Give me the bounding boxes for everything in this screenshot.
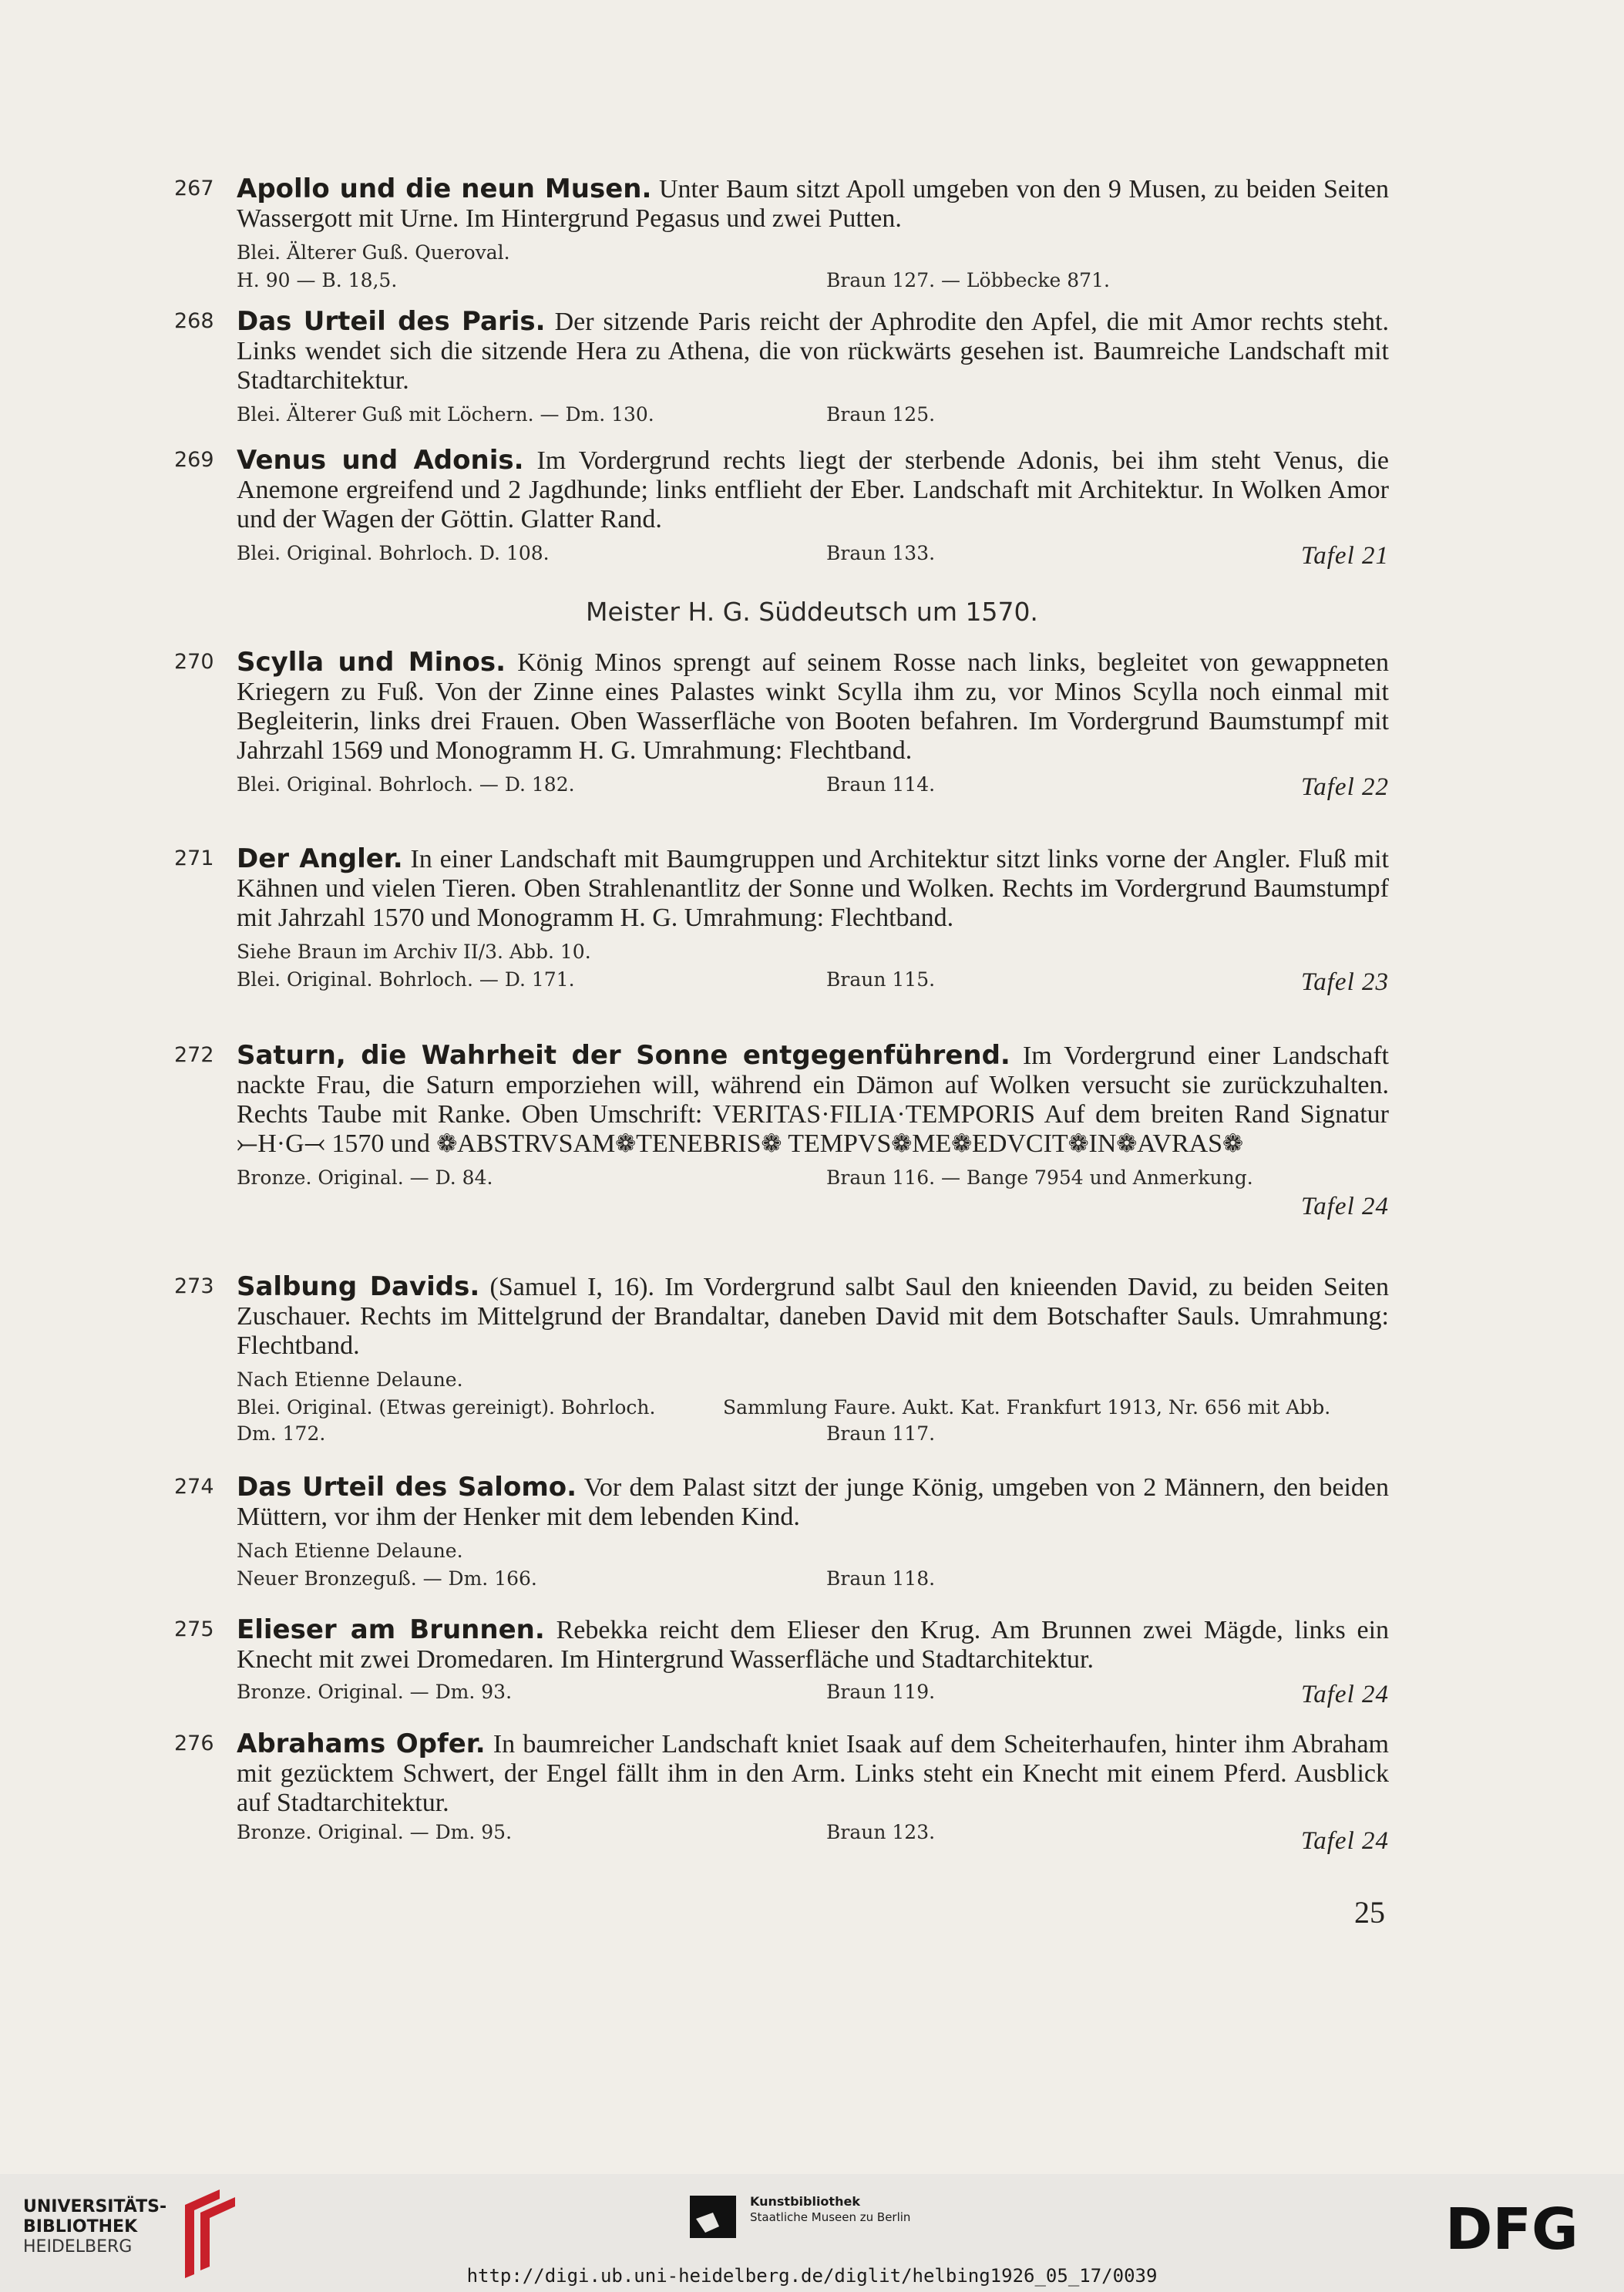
entry-meta-left: Bronze. Original. — D. 84. [237,1166,493,1189]
entry-meta-right: Braun 116. — Bange 7954 und Anmerkung. [826,1166,1253,1189]
plate-reference: Tafel 24 [1300,1193,1389,1220]
entry-meta-right: Braun 115. [826,968,936,991]
entry-meta-right: Braun 125. [826,403,936,426]
entry-description: Unter Baum sitzt Apoll umgeben von den 9 Musen, zu beiden Seiten Wassergott mit Urne. Im Hintergrund Pegasus und zwei Putten. [237,175,1389,233]
kunstbibliothek-logo[interactable] [690,2189,983,2243]
ub-line2: BIBLIOTHEK [23,2217,138,2236]
plate-reference: Tafel 23 [1300,968,1389,996]
entry-meta-right: Braun 127. — Löbbecke 871. [826,269,1110,291]
entry-number: 267 [174,177,214,200]
entry-note: Blei. Älterer Guß. Queroval. [237,241,510,264]
entry-description: Im Vordergrund einer Landschaft nackte Frau, die Saturn emporziehen will, während ein Dämon auf Wolken versucht sie zurückzuhalten. Rechts Taube mit Ranke. Oben Umschrift: VERITAS·FILIA·TEMPORIS Auf dem breiten Rand Signatur ⤚H·G⤙ 1570 und ❁ABSTRVSAM❁TENEBRIS❁ TEMPVS❁ME❁EDVCIT❁IN❁AVRAS❁ [237,1042,1389,1158]
catalog-entry-273 [174,1272,1389,1449]
entry-number: 276 [174,1732,214,1755]
entry-description: (Samuel I, 16). Im Vordergrund salbt Saul den knieenden David, zu beiden Seiten Zuschauer. Rechts im Mittelgrund der Brandaltar, daneben David mit dem Botschafter Sauls. Umrahmung: Flechtband. [237,1273,1390,1360]
ub-line1: UNIVERSITÄTS- [23,2197,167,2216]
footer-bar [0,2174,1624,2292]
entry-meta-right: Braun 118. [826,1567,936,1590]
kb-line2: Staatliche Museen zu Berlin [750,2210,911,2224]
entry-title: Saturn, die Wahrheit der Sonne entgegenführend. [237,1040,1010,1071]
entry-note: Nach Etienne Delaune. [237,1540,463,1562]
page-number: 25 [1354,1895,1385,1930]
entry-title: Das Urteil des Paris. [237,306,546,337]
catalog-entry-275 [174,1615,1389,1707]
catalog-entry-271 [174,844,1389,995]
kb-line1: Kunstbibliothek [750,2194,860,2209]
entry-number: 272 [174,1043,214,1067]
entry-meta-left: Neuer Bronzeguß. — Dm. 166. [237,1567,537,1590]
entry-number: 274 [174,1475,214,1499]
entry-meta-right: Braun 117. [826,1422,936,1445]
entry-meta [174,403,1389,429]
entry-meta-left: Blei. Älterer Guß mit Löchern. — Dm. 130. [237,403,654,426]
entry-meta-left: Bronze. Original. — Dm. 95. [237,1821,513,1843]
entry-title: Venus und Adonis. [237,445,524,476]
entry-meta-right: Braun 133. [826,542,936,564]
entry-meta-right: Braun 119. [826,1681,936,1703]
entry-number: 273 [174,1274,214,1298]
entry-meta [174,1396,1389,1422]
entry-meta-left: Dm. 172. [237,1422,326,1445]
entry-description: In einer Landschaft mit Baumgruppen und Architektur sitzt links vorne der Angler. Fluß mit Kähnen und vielen Tieren. Oben Strahlenantlitz der Sonne und Wolken. Rechts im Vordergrund Baumstumpf mit Jahrzahl 1570 und Monogramm H. G. Umrahmung: Flechtband. [237,845,1390,932]
entry-number: 270 [174,650,214,674]
catalog-entry-268 [174,307,1389,429]
entry-note: Nach Etienne Delaune. [237,1368,463,1391]
entry-description: Der sitzende Paris reicht der Aphrodite den Apfel, die mit Amor rechts steht. Links wendet sich die sitzende Hera zu Athena, die von rückwärts gesehen ist. Baumreiche Landschaft mit Stadtarchitektur. [237,308,1389,395]
entry-description: Vor dem Palast sitzt der junge König, umgeben von 2 Männern, den beiden Müttern, vor ihm der Henker mit dem lebenden Kind. [237,1473,1389,1531]
entry-title: Abrahams Opfer. [237,1728,486,1759]
source-url-link[interactable]: http://digi.ub.uni-heidelberg.de/diglit/helbing1926_05_17/0039 [466,2265,1158,2287]
entry-description: In baumreicher Landschaft kniet Isaak auf dem Scheiterhaufen, hinter ihm Abraham mit gezücktem Schwert, der Engel fällt ihm in den Arm. Links steht ein Knecht mit einem Pferd. Ausblick auf Stadtarchitektur. [237,1730,1389,1817]
dfg-logo[interactable] [1445,2201,1599,2257]
catalog-entry-267 [174,174,1389,295]
entry-meta-right: Braun 123. [826,1821,936,1843]
plate-reference: Tafel 24 [1300,1681,1389,1708]
entry-meta [174,1821,1389,1855]
entry-meta-right: Braun 114. [826,773,936,796]
entry-meta-left: Blei. Original. Bohrloch. — D. 171. [237,968,575,991]
plate-reference: Tafel 24 [1300,1827,1389,1855]
entry-meta [174,269,1389,295]
plate-reference: Tafel 22 [1300,773,1389,801]
catalog-entry-272 [174,1041,1389,1223]
entry-meta [174,968,1389,995]
entry-number: 271 [174,846,214,870]
entry-title: Scylla und Minos. [237,647,506,678]
ub-line3: HEIDELBERG [23,2237,133,2257]
entry-title: Der Angler. [237,843,403,874]
entry-title: Salbung Davids. [237,1271,480,1302]
kunstbibliothek-emblem-icon [690,2196,736,2238]
entry-meta-right: Sammlung Faure. Aukt. Kat. Frankfurt 1913, Nr. 656 mit Abb. [723,1396,1331,1419]
dfg-logo-text: DFG [1445,2201,1579,2257]
entry-meta-left: Bronze. Original. — Dm. 93. [237,1681,513,1703]
entry-description: König Minos sprengt auf seinem Rosse nach links, begleitet von gewappneten Kriegern zu Fuß. Von der Zinne eines Palastes winkt Scylla ihm zu, vor Minos Scylla noch einmal mit Begleiterin, links drei Frauen. Oben Wasserfläche von Booten befahren. Im Vordergrund Baumstumpf mit Jahrzahl 1569 und Monogramm H. G. Umrahmung: Flechtband. [237,648,1389,765]
section-heading: Meister H. G. Süddeutsch um 1570. [586,597,1038,627]
entry-meta-left: Blei. Original. (Etwas gereinigt). Bohrloch. [237,1396,656,1419]
entry-meta [174,1166,1389,1193]
entry-meta [174,1681,1389,1707]
catalog-entry-276 [174,1728,1389,1855]
entry-meta-left: Blei. Original. Bohrloch. D. 108. [237,542,550,564]
plate-reference: Tafel 21 [1300,542,1389,570]
catalog-entry-270 [174,648,1389,799]
entry-title: Elieser am Brunnen. [237,1614,545,1645]
entry-meta-2 [174,1422,1389,1449]
entry-description: Rebekka reicht dem Elieser den Krug. Am Brunnen zwei Mägde, links ein Knecht mit zwei Dromedaren. Im Hintergrund Wasserfläche und Stadtarchitektur. [237,1616,1390,1674]
entry-meta-left: Blei. Original. Bohrloch. — D. 182. [237,773,575,796]
catalog-entry-274 [174,1472,1389,1594]
entry-meta [174,1567,1389,1594]
entry-description: Im Vordergrund rechts liegt der sterbende Adonis, bei ihm steht Venus, die Anemone ergreifend und 2 Jagdhunde; links entflieht der Eber. Landschaft mit Architektur. In Wolken Amor und der Wagen der Göttin. Glatter Rand. [237,446,1389,533]
entry-note: Siehe Braun im Archiv II/3. Abb. 10. [237,941,591,963]
entry-title: Apollo und die neun Musen. [237,173,652,204]
entry-number: 275 [174,1617,214,1641]
entry-meta [174,773,1389,799]
entry-title: Das Urteil des Salomo. [237,1472,577,1503]
entry-meta [174,542,1389,568]
entry-meta-left: H. 90 — B. 18,5. [237,269,398,291]
entry-number: 269 [174,448,214,472]
entry-number: 268 [174,309,214,333]
catalog-entry-269 [174,446,1389,568]
